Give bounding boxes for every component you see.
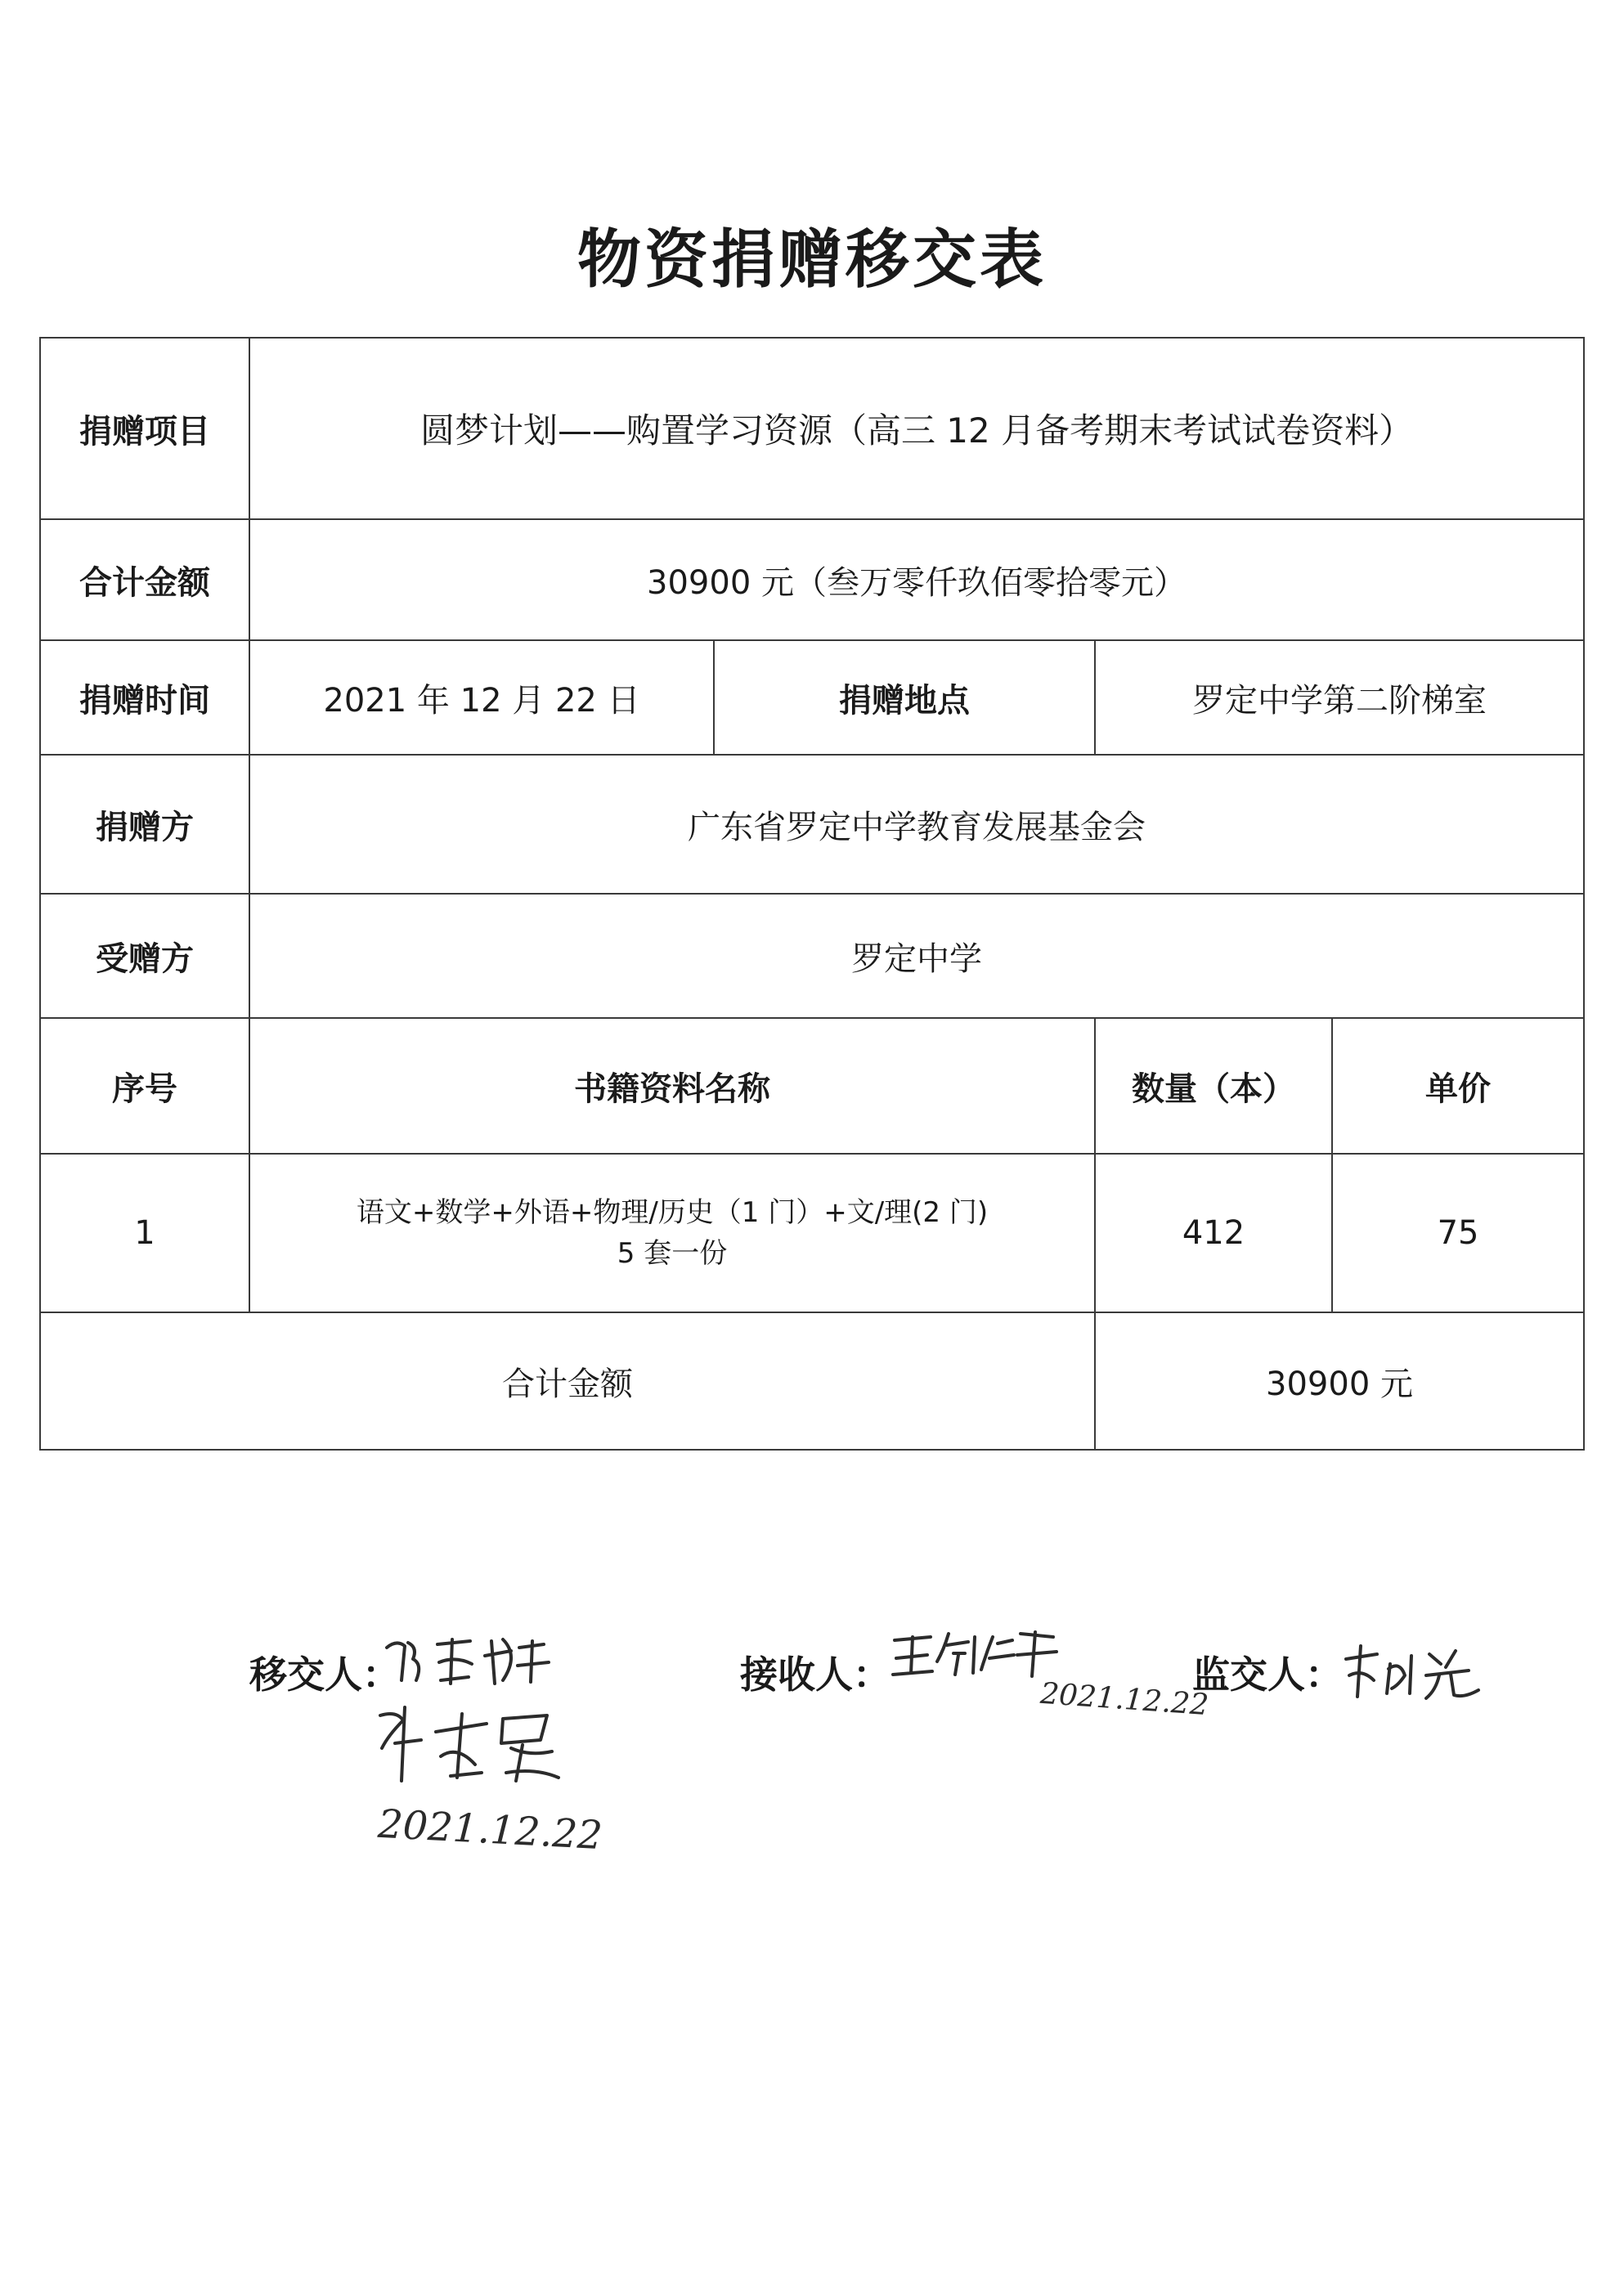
row-donor [40,755,1584,894]
page-title: 物资捐赠移交表 [576,223,1047,297]
footer-total-label: 合计金额 [40,1312,1095,1450]
header-index: 序号 [40,1018,249,1154]
item-name-line1: 语文+数学+外语+物理/历史（1 门）+文/理(2 门) [356,1196,989,1229]
transferor-date: 2021.12.22 [376,1800,604,1859]
location-label: 捐赠地点 [714,640,1095,755]
donor-value: 广东省罗定中学教育发展基金会 [249,755,1584,894]
supervisor-label: 监交人： [1192,1652,1343,1697]
item-unit-price: 75 [1332,1154,1584,1312]
receiver-signature [890,1626,1061,1683]
supervisor-signature [1341,1639,1488,1705]
recipient-value: 罗定中学 [249,894,1584,1018]
project-label: 捐赠项目 [40,338,249,519]
receiver-label: 接收人： [740,1652,891,1697]
time-value: 2021 年 12 月 22 日 [249,640,714,755]
location-value: 罗定中学第二阶梯室 [1095,640,1584,755]
row-recipient [40,894,1584,1018]
item-quantity: 412 [1095,1154,1332,1312]
project-value: 圆梦计划——购置学习资源（高三 12 月备考期末考试试卷资料） [249,338,1584,519]
header-quantity: 数量（本） [1095,1018,1332,1154]
transferor-label: 移交人： [249,1652,400,1697]
row-footer-total [40,1312,1584,1450]
header-name: 书籍资料名称 [249,1018,1095,1154]
total-label: 合计金额 [40,519,249,640]
time-label: 捐赠时间 [40,640,249,755]
recipient-label: 受赠方 [40,894,249,1018]
item-name [249,1154,1095,1312]
row-items-header [40,1018,1584,1154]
header-unit-price: 单价 [1332,1018,1584,1154]
table-row [40,1154,1584,1312]
receiver-date: 2021.12.22 [1039,1676,1210,1723]
item-name-line2: 5 套一份 [617,1237,728,1270]
row-total [40,519,1584,640]
row-project [40,338,1584,519]
footer-total-value: 30900 元 [1095,1312,1584,1450]
item-index: 1 [40,1154,249,1312]
transferor-signature-1 [380,1623,568,1697]
row-time-location [40,640,1584,755]
transferor-signature-2 [372,1699,568,1789]
donation-form-table [39,337,1585,1451]
total-value: 30900 元（叁万零仟玖佰零拾零元） [249,519,1584,640]
donor-label: 捐赠方 [40,755,249,894]
